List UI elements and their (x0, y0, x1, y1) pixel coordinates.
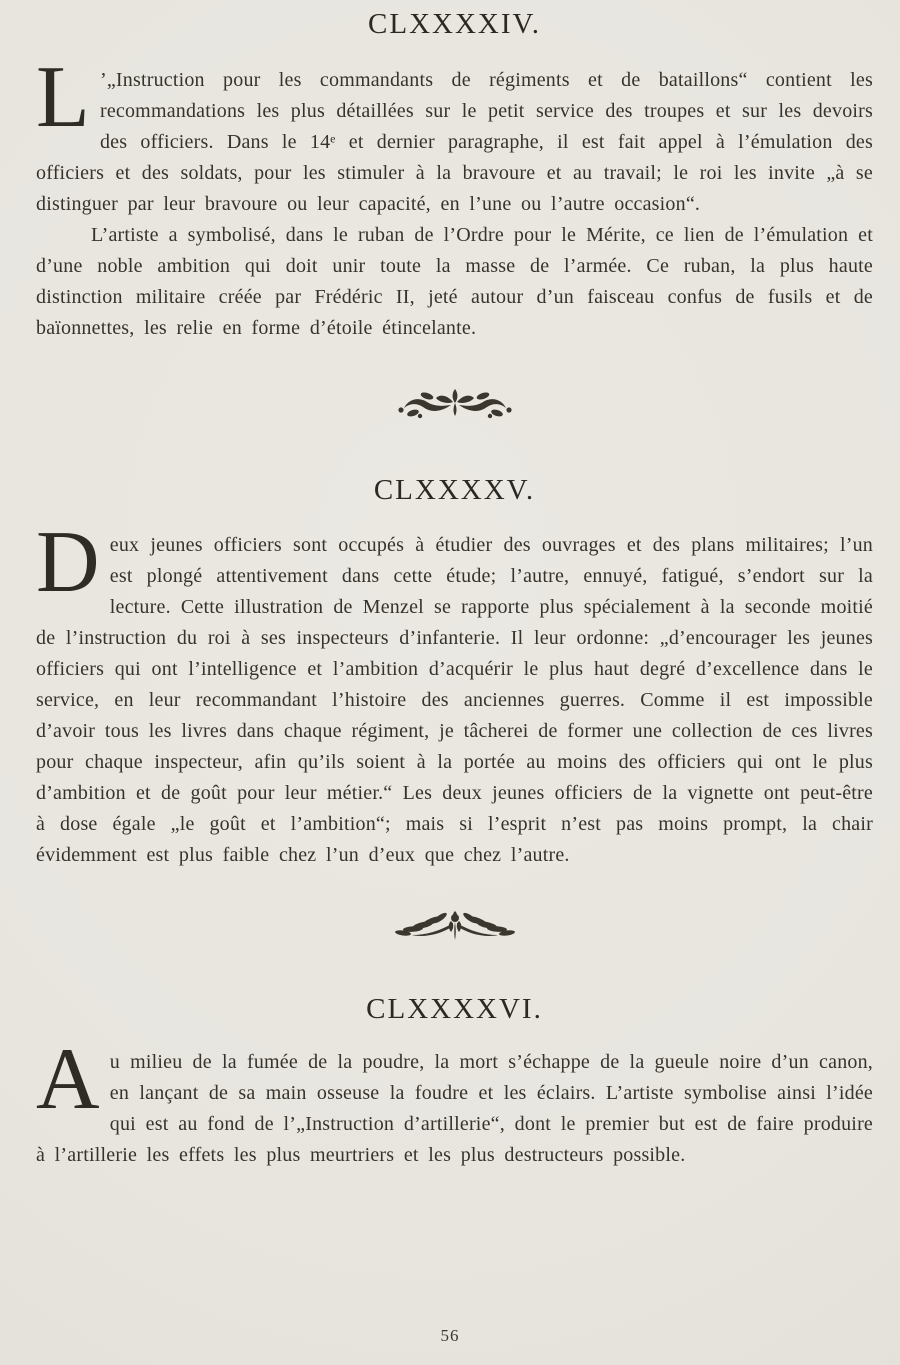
section-clxxxxvi (36, 993, 873, 1171)
paragraph-text: L’artiste a symbolisé, dans le ruban de l’Ordre pour le Mérite, ce lien de l’émulation et d’une noble ambition qui doit unir toute la masse de l’armée. Ce ruban, la plus haute distinction militaire créée par Frédéric II, jeté autour d’un faisceau confus de fusils et de baïonnettes, les relie en forme d’étoile étincelante. (36, 224, 873, 339)
drop-cap: D (36, 514, 100, 611)
section-heading: CLXXXXVI. (366, 993, 543, 1025)
section-clxxxxiv (36, 8, 873, 344)
page-number: 56 (440, 1326, 460, 1345)
paragraph (36, 514, 873, 871)
paragraph (36, 49, 873, 220)
paragraph-text: ’„Instruction pour les commandants de régiments et de bataillons“ contient les recommandations les plus détaillées sur le petit service des troupes et sur les devoirs des officiers. Dans le 14ᵉ et dernier paragraphe, il est fait appel à l’émulation des officiers et des soldats, pour les stimuler à la bravoure et au travail; le roi les invite „à se distinguer par leur bravoure ou leur capacité, en l’une ou l’autre occasion“. (36, 69, 873, 215)
laurel-fleuron-ornament (36, 909, 873, 945)
scroll-fleuron-ornament (36, 386, 873, 422)
section-heading: CLXXXXIV. (368, 8, 541, 40)
section-clxxxxv (36, 474, 873, 871)
drop-cap: A (36, 1031, 100, 1128)
paragraph (36, 220, 873, 344)
paragraph-text: eux jeunes officiers sont occupés à étudier des ouvrages et des plans militaires; l’un est plongé attentivement dans cette étude; l’autre, ennuyé, fatigué, s’endort sur la lecture. Cette illustration de Menzel se rapporte plus spécialement à la seconde moitié de l’instruction du roi à ses inspecteurs d’infanterie. Il leur ordonne: „d’encourager les jeunes officiers qui ont l’intelligence et l’ambition d’acquérir le plus haut degré d’excellence dans le service, en leur recommandant l’histoire des anciennes guerres. Comme il est impossible d’avoir tous les livres dans chaque régiment, je tâcherei de former une collection de ces livres pour chaque inspecteur, afin qu’ils soient à la portée au moins des officiers qui ont le plus d’ambition et de goût pour leur métier.“ Les deux jeunes officiers de la vignette ont peut-être à dose égale „le goût et l’ambition“; mais si l’esprit n’est pas moins prompt, la chair évidemment est plus faible chez l’un d’eux que chez l’autre. (36, 534, 873, 866)
paragraph (36, 1031, 873, 1171)
section-heading: CLXXXXV. (373, 474, 536, 506)
paragraph-text: u milieu de la fumée de la poudre, la mort s’échappe de la gueule noire d’un canon, en lançant de sa main osseuse la foudre et les éclairs. L’artiste symbolise ainsi l’idée qui est au fond de l’„Instruction d’artillerie“, dont le premier but est de faire produire à l’artillerie les effets les plus meurtriers et les plus destructeurs possible. (36, 1051, 873, 1166)
drop-cap: L (36, 49, 90, 146)
